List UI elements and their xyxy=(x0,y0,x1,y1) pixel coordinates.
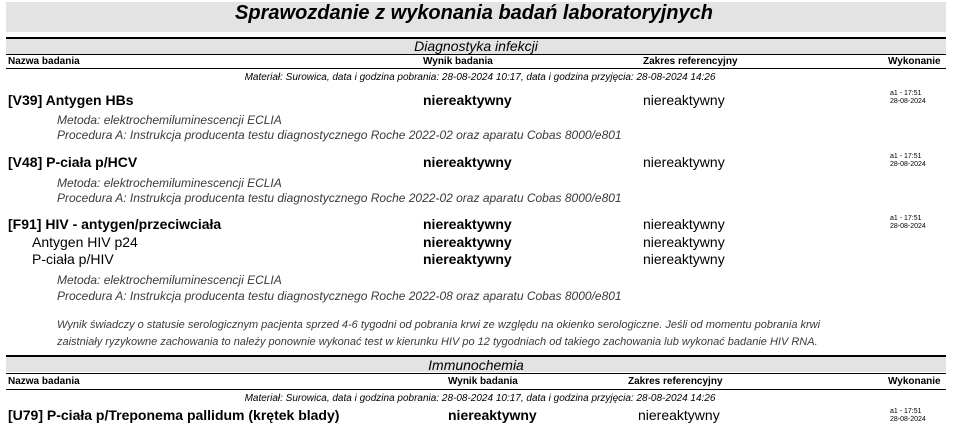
header-divider xyxy=(6,389,946,390)
test-name: [F91] HIV - antygen/przeciwciała xyxy=(8,216,222,232)
subtest-reference: niereaktywny xyxy=(643,251,725,267)
note-line: Wynik świadczy o statusie serologicznym pacjenta sprzed 4-6 tygodni od pobrania krwi ze względu na okienko serologiczne. Jeśli od momentu pobrania krwi xyxy=(57,319,821,331)
test-result: niereaktywny xyxy=(448,407,537,423)
test-method: Metoda: elektrochemiluminescencji ECLIA xyxy=(57,113,282,127)
column-header-result: Wynik badania xyxy=(448,376,518,387)
column-header-name: Nazwa badania xyxy=(8,376,80,387)
subtest-result: niereaktywny xyxy=(423,251,512,267)
execution-date: 28-08-2024 xyxy=(890,161,926,168)
test-name: [V48] P-ciała p/HCV xyxy=(8,154,138,170)
column-header-reference: Zakres referencyjny xyxy=(643,56,738,67)
test-name: [V39] Antygen HBs xyxy=(8,92,134,108)
execution-date: 28-08-2024 xyxy=(890,416,926,423)
execution-info xyxy=(890,215,926,231)
execution-operator-time: a1 - 17:51 xyxy=(890,215,922,222)
test-result: niereaktywny xyxy=(423,154,512,170)
interpretation-note xyxy=(57,317,820,351)
note-line: zaistniały ryzykowne zachowania to należy ponownie wykonać test w kierunku HIV po 12 tygodniach od takiego zachowania lub wykonać badanie HIV RNA. xyxy=(57,336,818,348)
section-title: Immunochemia xyxy=(428,357,524,373)
subtest-reference: niereaktywny xyxy=(643,234,725,250)
header-divider xyxy=(6,68,946,69)
execution-date: 28-08-2024 xyxy=(890,223,926,230)
execution-date: 28-08-2024 xyxy=(890,98,926,105)
execution-operator-time: a1 - 17:51 xyxy=(890,153,922,160)
header-divider xyxy=(6,54,946,55)
subtest-name: P-ciała p/HIV xyxy=(32,251,114,267)
test-procedure: Procedura A: Instrukcja producenta testu diagnostycznego Roche 2022-02 oraz aparatu Cobas 8000/e801 xyxy=(57,128,622,142)
test-method: Metoda: elektrochemiluminescencji ECLIA xyxy=(57,273,282,287)
subtest-result: niereaktywny xyxy=(423,234,512,250)
test-procedure: Procedura A: Instrukcja producenta testu diagnostycznego Roche 2022-02 oraz aparatu Cobas 8000/e801 xyxy=(57,191,622,205)
report-title: Sprawozdanie z wykonania badań laboratoryjnych xyxy=(235,2,713,24)
test-reference: niereaktywny xyxy=(643,216,725,232)
test-reference: niereaktywny xyxy=(638,407,720,423)
execution-info xyxy=(890,90,926,106)
column-header-reference: Zakres referencyjny xyxy=(628,376,723,387)
test-reference: niereaktywny xyxy=(643,154,725,170)
column-header-name: Nazwa badania xyxy=(8,56,80,67)
test-procedure: Procedura A: Instrukcja producenta testu diagnostycznego Roche 2022-08 oraz aparatu Cobas 8000/e801 xyxy=(57,289,622,303)
header-divider xyxy=(6,373,946,374)
execution-info xyxy=(890,408,926,424)
column-header-executed: Wykonanie xyxy=(888,56,941,67)
column-header-result: Wynik badania xyxy=(423,56,493,67)
section-title: Diagnostyka infekcji xyxy=(414,38,538,54)
test-reference: niereaktywny xyxy=(643,92,725,108)
column-header-executed: Wykonanie xyxy=(888,376,941,387)
test-result: niereaktywny xyxy=(423,92,512,108)
execution-operator-time: a1 - 17:51 xyxy=(890,90,922,97)
execution-operator-time: a1 - 17:51 xyxy=(890,408,922,415)
test-method: Metoda: elektrochemiluminescencji ECLIA xyxy=(57,176,282,190)
execution-info xyxy=(890,153,926,169)
test-result: niereaktywny xyxy=(423,216,512,232)
material-info: Materiał: Surowica, data i godzina pobrania: 28-08-2024 10:17, data i godzina przyjęcia: 28-08-2024 14:26 xyxy=(244,72,716,83)
test-name: [U79] P-ciała p/Treponema pallidum (krętek blady) xyxy=(8,407,340,423)
subtest-name: Antygen HIV p24 xyxy=(32,234,138,250)
material-info: Materiał: Surowica, data i godzina pobrania: 28-08-2024 10:17, data i godzina przyjęcia: 28-08-2024 14:26 xyxy=(244,393,716,404)
